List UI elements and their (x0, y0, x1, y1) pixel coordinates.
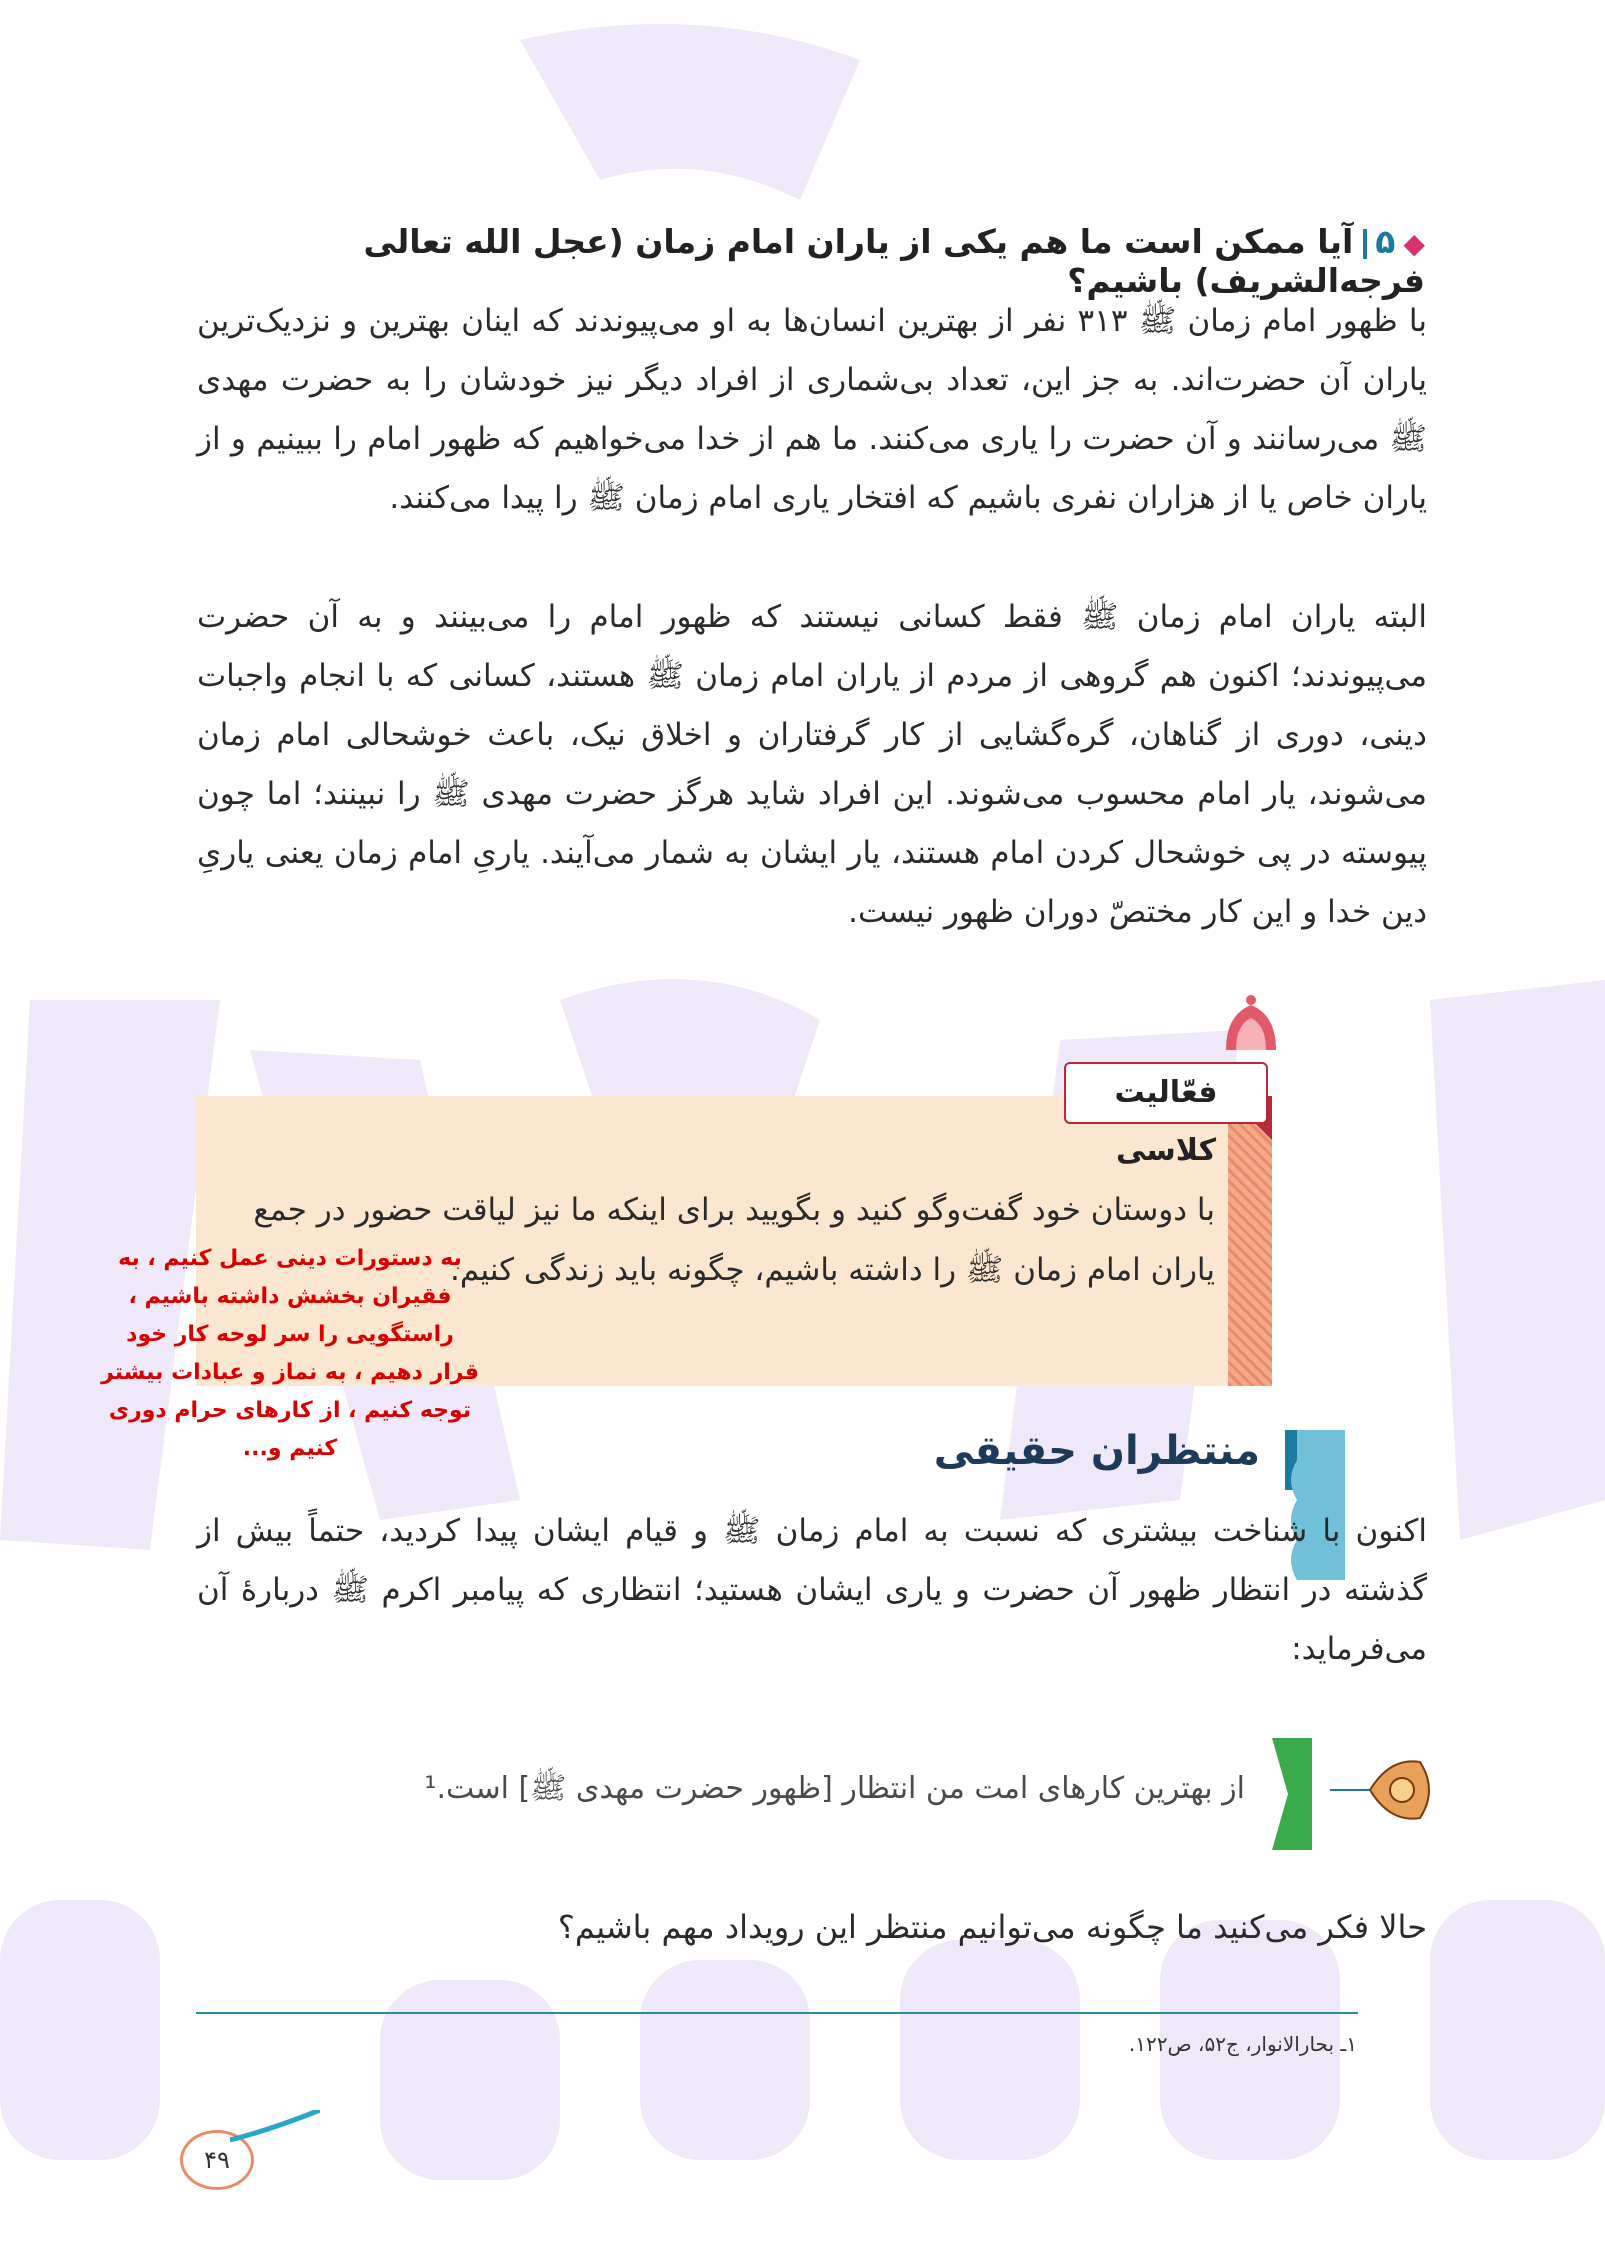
page-swoosh-icon (230, 2110, 320, 2150)
activity-text: با دوستان خود گفت‌وگو کنید و بگویید برای اینکه ما نیز لیاقت حضور در جمع یاران امام زمان ﷺ را داشته باشیم، چگونه باید زندگی کنیم. (253, 1192, 1215, 1288)
footnote-divider (196, 2012, 1358, 2014)
hadith-text: از بهترین کارهای امت من انتظار [ظهور حضرت مهدی ﷺ] است.¹ (424, 1771, 1245, 1806)
reflection-question: حالا فکر می‌کنید ما چگونه می‌توانیم منتظر این رویداد مهم باشیم؟ (557, 1908, 1427, 1946)
question-heading (185, 222, 1425, 300)
dome-ornament-icon (1216, 990, 1286, 1060)
footnote: ۱ـ بحارالانوار، ج۵۲، ص۱۲۲. (1128, 2032, 1357, 2056)
paragraph-2: البته یاران امام زمان ﷺ فقط کسانی نیستند که ظهور امام را می‌بینند و به آن حضرت می‌پیوندند؛ اکنون هم گروهی از مردم از یاران امام زمان ﷺ هستند، کسانی که با انجام واجبات دینی، دوری از گناهان، گره‌گشایی از کار گرفتاران و اخلاق نیک، باعث خوشحالی امام زمان می‌شوند، یار امام محسوب می‌شوند. این افراد شاید هرگز حضرت مهدی ﷺ را نبینند؛ اما چون پیوسته در پی خوشحال کردن امام هستند، یار ایشان به شمار می‌آیند. یاریِ امام زمان یعنی یاریِ دین خدا و این کار مختصّ دوران ظهور نیست. (197, 599, 1427, 930)
paragraph-3: اکنون با شناخت بیشتری که نسبت به امام زمان ﷺ و قیام ایشان پیدا کردید، حتماً بیش از گذشته در انتظار ظهور آن حضرت و یاری ایشان هستید؛ انتظاری که پیامبر اکرم ﷺ دربارهٔ آن می‌فرماید: (197, 1513, 1427, 1667)
paragraph-1: با ظهور امام زمان ﷺ ۳۱۳ نفر از بهترین انسان‌ها به او می‌پیوندند که اینان بهترین و نزدیک‌ترین یاران آن حضرت‌اند. به جز این، تعداد بی‌شماری از افراد دیگر نیز خودشان را به حضرت مهدی ﷺ می‌رسانند و آن حضرت را یاری می‌کنند. ما هم از خدا می‌خواهیم که ظهور امام را ببینیم و از یاران خاص یا از هزاران نفری باشیم که افتخار یاری امام زمان ﷺ را پیدا می‌کنند. (197, 303, 1427, 516)
handwritten-answer: به دستورات دینی عمل کنیم ، به فقیران بخشش داشته باشیم ، راستگویی را سر لوحه کار خود قرار دهیم ، به نماز و عبادات بیشتر توجه کنیم ، از کارهای حرام دوری کنیم و... (101, 1246, 479, 1461)
section-title: منتظران حقیقی (933, 1428, 1260, 1474)
heading-divider (1363, 229, 1367, 259)
heading-text: آیا ممکن است ما هم یکی از یاران امام زمان (عجل الله تعالی فرجه‌الشریف) باشیم؟ (363, 222, 1425, 300)
diamond-bullet-icon: ◆ (1403, 227, 1425, 260)
hadith-ornament-icon (1330, 1752, 1440, 1828)
activity-label: فعّالیت کلاسی (1064, 1062, 1268, 1124)
page-number: ۴۹ (204, 2146, 230, 2174)
heading-number: ۵ (1375, 222, 1396, 261)
